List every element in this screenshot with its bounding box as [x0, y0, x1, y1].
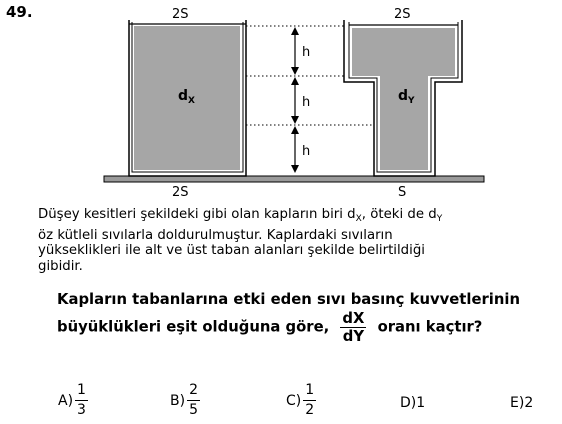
label-bottom-area-right: S	[398, 185, 407, 200]
ratio-fraction: $\frac{dX}{dY}$	[342, 310, 365, 345]
ground-surface	[104, 176, 484, 182]
label-top-area-right: 2S	[394, 7, 411, 22]
label-h-2: h	[302, 95, 311, 110]
stem-line-2: öz kütleli sıvılarla doldurulmuştur. Kaplardaki sıvıların	[38, 227, 393, 243]
question-number: 49.	[6, 3, 33, 21]
label-h-1: h	[302, 45, 311, 60]
option-a[interactable]: A) $\frac{1}{3}$	[58, 382, 86, 418]
option-c[interactable]: C) $\frac{1}{2}$	[286, 382, 315, 418]
stem-line-4: gibidir.	[38, 258, 83, 274]
height-arrows	[291, 27, 299, 173]
question-stem	[38, 207, 553, 274]
option-b[interactable]: B) $\frac{2}{5}$	[170, 382, 198, 418]
option-e[interactable]: E) 2	[510, 395, 534, 411]
label-h-3: h	[302, 144, 311, 159]
label-liquid-x: $d_X$	[178, 88, 195, 106]
container-figure	[0, 0, 562, 200]
label-bottom-area-left: 2S	[172, 185, 189, 200]
label-top-area-left: 2S	[172, 7, 189, 22]
stem-line-1: Düşey kesitleri şekildeki gibi olan kapların biri $d_X$, öteki de $d_Y$	[38, 207, 443, 224]
option-d[interactable]: D) 1	[400, 395, 426, 411]
question-ask-line-1: Kapların tabanlarına etki eden sıvı basınç kuvvetlerinin	[57, 291, 520, 308]
question-ask-line-2: büyüklükleri eşit olduğuna göre, $\frac{dX}{dY}$ oranı kaçtır?	[57, 310, 483, 345]
label-liquid-y: $d_Y$	[398, 88, 415, 106]
stem-line-3: yükseklikleri ile alt ve üst taban alanları şekilde belirtildiği	[38, 243, 425, 259]
